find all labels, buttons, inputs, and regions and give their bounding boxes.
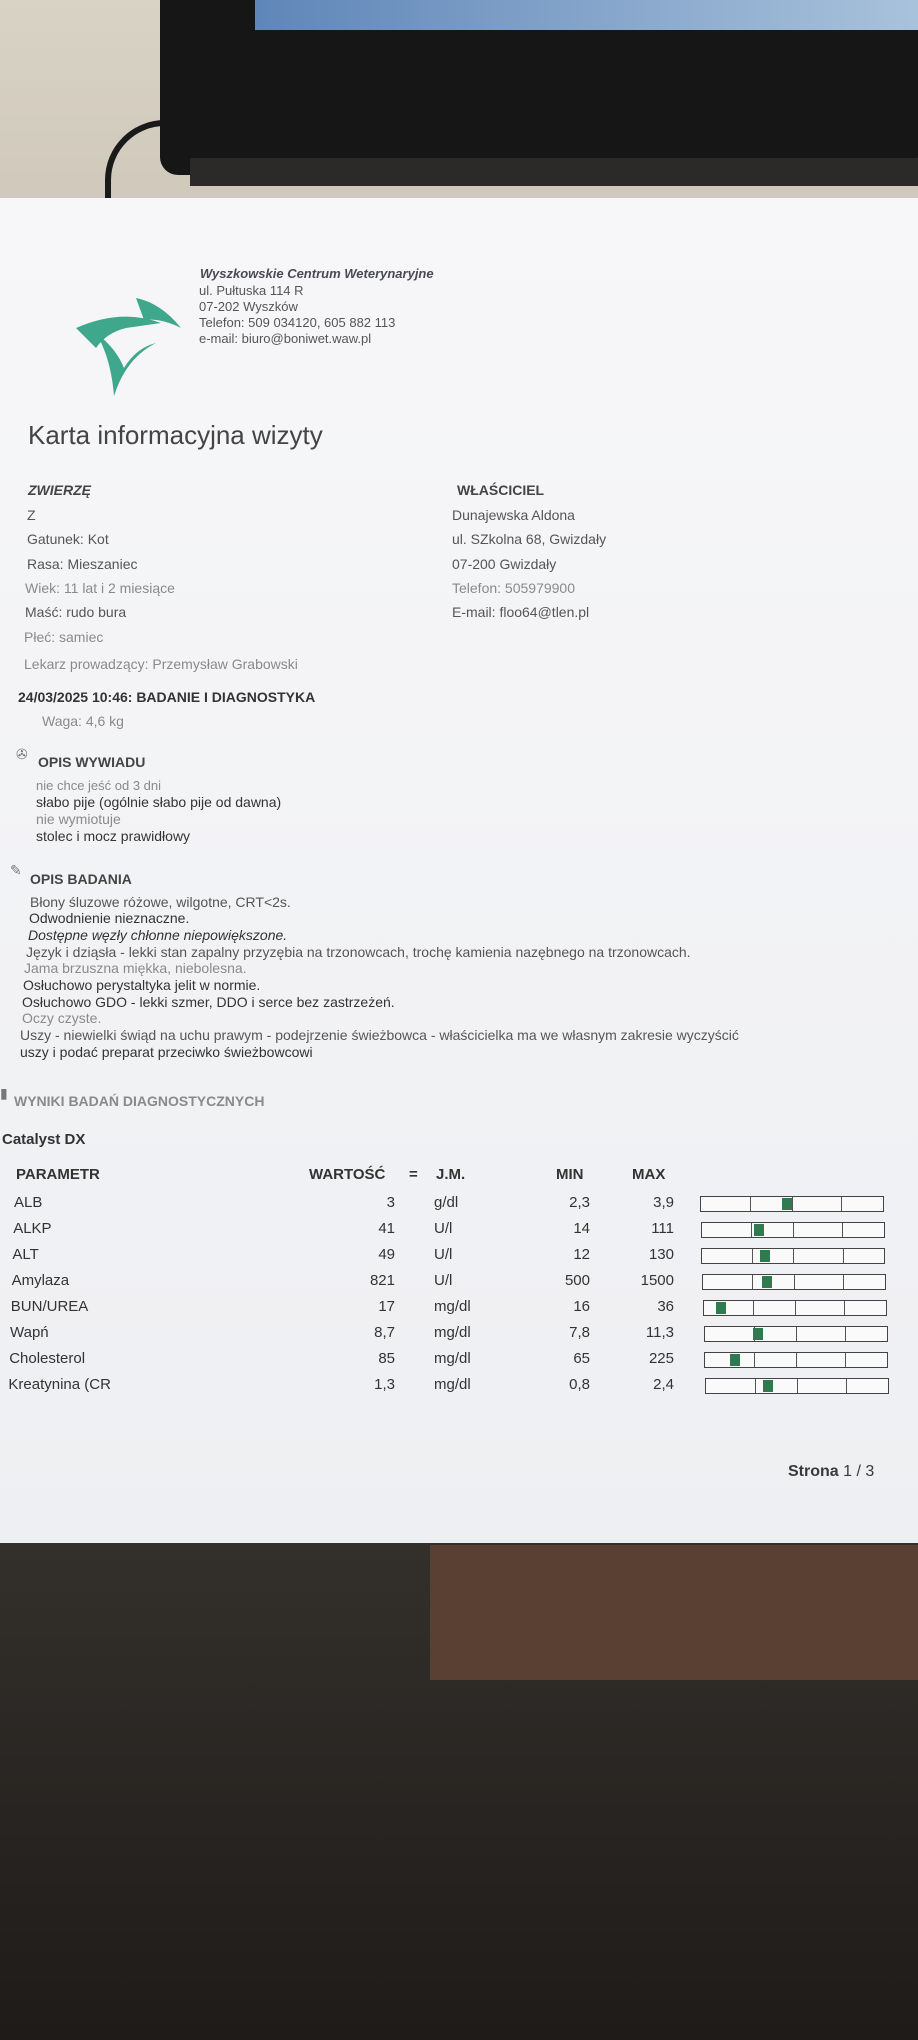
animal-color: Maść: rudo bura	[25, 604, 127, 620]
row-unit: mg/dl	[434, 1350, 471, 1367]
col-max: MAX	[632, 1166, 666, 1183]
row-value: 3	[386, 1194, 395, 1211]
range-bar-divider	[794, 1275, 795, 1289]
row-value: 85	[378, 1350, 395, 1367]
range-bar	[701, 1248, 885, 1264]
row-max: 225	[648, 1350, 674, 1367]
visit-header: 24/03/2025 10:46: BADANIE I DIAGNOSTYKA	[18, 689, 316, 705]
range-bar-divider	[842, 1223, 843, 1237]
row-param: Wapń	[10, 1324, 49, 1341]
exam-line: Oczy czyste.	[22, 1010, 102, 1026]
range-bar-divider	[751, 1223, 752, 1237]
row-unit: mg/dl	[434, 1376, 471, 1393]
results-icon: ▮	[0, 1085, 8, 1101]
row-max: 11,3	[645, 1324, 674, 1341]
exam-line: Osłuchowo perystaltyka jelit w normie.	[23, 977, 261, 993]
range-bar	[702, 1274, 886, 1290]
range-bar-divider	[750, 1197, 751, 1211]
range-marker	[754, 1224, 764, 1236]
range-bar-divider	[797, 1379, 798, 1393]
range-bar-divider	[754, 1353, 755, 1367]
exam-line: Osłuchowo GDO - lekki szmer, DDO i serce bez zastrzeżeń.	[22, 994, 395, 1010]
row-max: 130	[648, 1246, 674, 1263]
range-bar-divider	[796, 1327, 797, 1341]
row-min: 500	[564, 1272, 590, 1289]
results-heading: WYNIKI BADAŃ DIAGNOSTYCZNYCH	[14, 1093, 265, 1109]
row-min: 0,8	[569, 1376, 590, 1393]
exam-line: Uszy - niewielki świąd na uchu prawym - podejrzenie świeżbowca - właścicielka ma we własnym zakresie wyczyścić	[20, 1027, 739, 1043]
animal-species: Gatunek: Kot	[27, 531, 109, 547]
col-min: MIN	[556, 1166, 584, 1183]
row-max: 3,9	[653, 1194, 674, 1211]
row-max: 1500	[640, 1272, 674, 1289]
row-min: 2,3	[569, 1194, 590, 1211]
range-bar	[701, 1222, 885, 1238]
exam-line: Język i dziąsła - lekki stan zapalny przyzębia na trzonowcach, trochę kamienia nazębnego na trzonowcach.	[26, 944, 691, 960]
row-value: 1,3	[374, 1376, 395, 1393]
row-unit: U/l	[434, 1220, 453, 1237]
owner-email: E-mail: floo64@tlen.pl	[452, 604, 590, 620]
interview-line: nie chce jeść od 3 dni	[36, 778, 162, 793]
interview-icon: ✇	[16, 746, 28, 762]
row-max: 2,4	[653, 1376, 674, 1393]
range-bar-divider	[844, 1301, 845, 1315]
interview-line: słabo pije (ogólnie słabo pije od dawna)	[36, 794, 282, 810]
row-min: 65	[573, 1350, 590, 1367]
row-unit: mg/dl	[434, 1324, 471, 1341]
range-marker	[782, 1198, 792, 1210]
range-bar-divider	[752, 1249, 753, 1263]
row-unit: mg/dl	[434, 1298, 471, 1315]
range-bar-divider	[846, 1379, 847, 1393]
row-param: ALT	[12, 1246, 39, 1263]
row-min: 14	[573, 1220, 590, 1237]
row-min: 12	[573, 1246, 590, 1263]
owner-phone: Telefon: 505979900	[452, 580, 575, 596]
owner-city: 07-200 Gwizdały	[452, 556, 557, 572]
exam-line: Odwodnienie nieznaczne.	[29, 910, 190, 926]
row-min: 16	[573, 1298, 590, 1315]
clinic-phone: Telefon: 509 034120, 605 882 113	[199, 315, 396, 330]
row-value: 49	[378, 1246, 395, 1263]
exam-icon: ✎	[10, 862, 22, 878]
range-marker	[762, 1276, 772, 1288]
range-bar-divider	[796, 1353, 797, 1367]
range-marker	[730, 1354, 740, 1366]
range-bar-divider	[752, 1275, 753, 1289]
row-param: Cholesterol	[9, 1350, 86, 1367]
analyzer-name: Catalyst DX	[2, 1131, 86, 1148]
row-min: 7,8	[569, 1324, 590, 1341]
exam-line: Jama brzuszna miękka, niebolesna.	[24, 960, 247, 976]
cabinet	[430, 1545, 918, 1680]
row-param: ALB	[14, 1194, 43, 1211]
row-value: 8,7	[374, 1324, 395, 1341]
owner-name: Dunajewska Aldona	[452, 507, 575, 523]
range-bar	[704, 1352, 888, 1368]
animal-breed: Rasa: Mieszaniec	[27, 556, 138, 572]
page-word: Strona	[788, 1463, 839, 1480]
page-title: Karta informacyjna wizyty	[28, 420, 323, 450]
attending-vet: Lekarz prowadzący: Przemysław Grabowski	[24, 656, 298, 672]
row-value: 41	[378, 1220, 395, 1237]
animal-sex: Płeć: samiec	[24, 629, 104, 645]
range-bar	[700, 1196, 884, 1212]
page-total: / 3	[856, 1463, 875, 1480]
row-unit: g/dl	[434, 1194, 459, 1211]
row-value: 821	[369, 1272, 395, 1289]
visit-weight: Waga: 4,6 kg	[42, 713, 124, 729]
range-marker	[716, 1302, 726, 1314]
exam-line: Dostępne węzły chłonne niepowiększone.	[28, 927, 288, 943]
exam-line: Błony śluzowe różowe, wilgotne, CRT<2s.	[30, 894, 291, 910]
row-unit: U/l	[434, 1272, 453, 1289]
range-marker	[763, 1380, 773, 1392]
row-param: ALKP	[13, 1220, 52, 1237]
col-param: PARAMETR	[16, 1166, 100, 1183]
row-max: 36	[657, 1298, 674, 1315]
range-bar-divider	[755, 1379, 756, 1393]
col-value: WARTOŚĆ	[309, 1166, 386, 1183]
animal-heading: ZWIERZĘ	[28, 482, 91, 498]
range-bar-divider	[843, 1249, 844, 1263]
owner-street: ul. SZkolna 68, Gwizdały	[452, 531, 607, 547]
clinic-street: ul. Pułtuska 114 R	[199, 283, 304, 298]
range-bar-divider	[793, 1223, 794, 1237]
clinic-city: 07-202 Wyszków	[199, 299, 298, 314]
range-bar-divider	[843, 1275, 844, 1289]
clinic-email: e-mail: biuro@boniwet.waw.pl	[199, 331, 372, 346]
interview-line: stolec i mocz prawidłowy	[36, 828, 191, 844]
col-eq: =	[409, 1166, 418, 1183]
row-param: Amylaza	[11, 1272, 70, 1289]
range-bar-divider	[841, 1197, 842, 1211]
owner-heading: WŁAŚCICIEL	[457, 482, 545, 498]
range-bar-divider	[845, 1327, 846, 1341]
range-bar-divider	[753, 1301, 754, 1315]
document-page	[0, 198, 918, 1543]
animal-age: Wiek: 11 lat i 2 miesiące	[25, 580, 175, 596]
row-unit: U/l	[434, 1246, 453, 1263]
clinic-logo-icon	[66, 288, 186, 398]
page-indicator	[788, 1463, 874, 1481]
range-bar	[703, 1300, 887, 1316]
animal-name: Z	[27, 507, 36, 523]
laptop-hinge	[190, 158, 918, 186]
interview-heading: OPIS WYWIADU	[38, 754, 146, 770]
page-number: 1	[843, 1463, 853, 1480]
col-unit: J.M.	[436, 1166, 466, 1183]
range-marker	[753, 1328, 763, 1340]
row-param: Kreatynina (CR	[8, 1376, 111, 1393]
row-value: 17	[378, 1298, 395, 1315]
range-bar-divider	[793, 1249, 794, 1263]
laptop-screen	[255, 0, 918, 30]
range-marker	[760, 1250, 770, 1262]
range-bar-divider	[795, 1301, 796, 1315]
range-bar	[704, 1326, 888, 1342]
exam-line: uszy i podać preparat przeciwko świeżbowcowi	[20, 1044, 313, 1060]
clinic-name: Wyszkowskie Centrum Weterynaryjne	[200, 266, 434, 281]
range-bar	[705, 1378, 889, 1394]
interview-line: nie wymiotuje	[36, 811, 121, 827]
row-param: BUN/UREA	[10, 1298, 89, 1315]
range-bar-divider	[845, 1353, 846, 1367]
exam-heading: OPIS BADANIA	[30, 871, 132, 887]
row-max: 111	[651, 1220, 674, 1237]
